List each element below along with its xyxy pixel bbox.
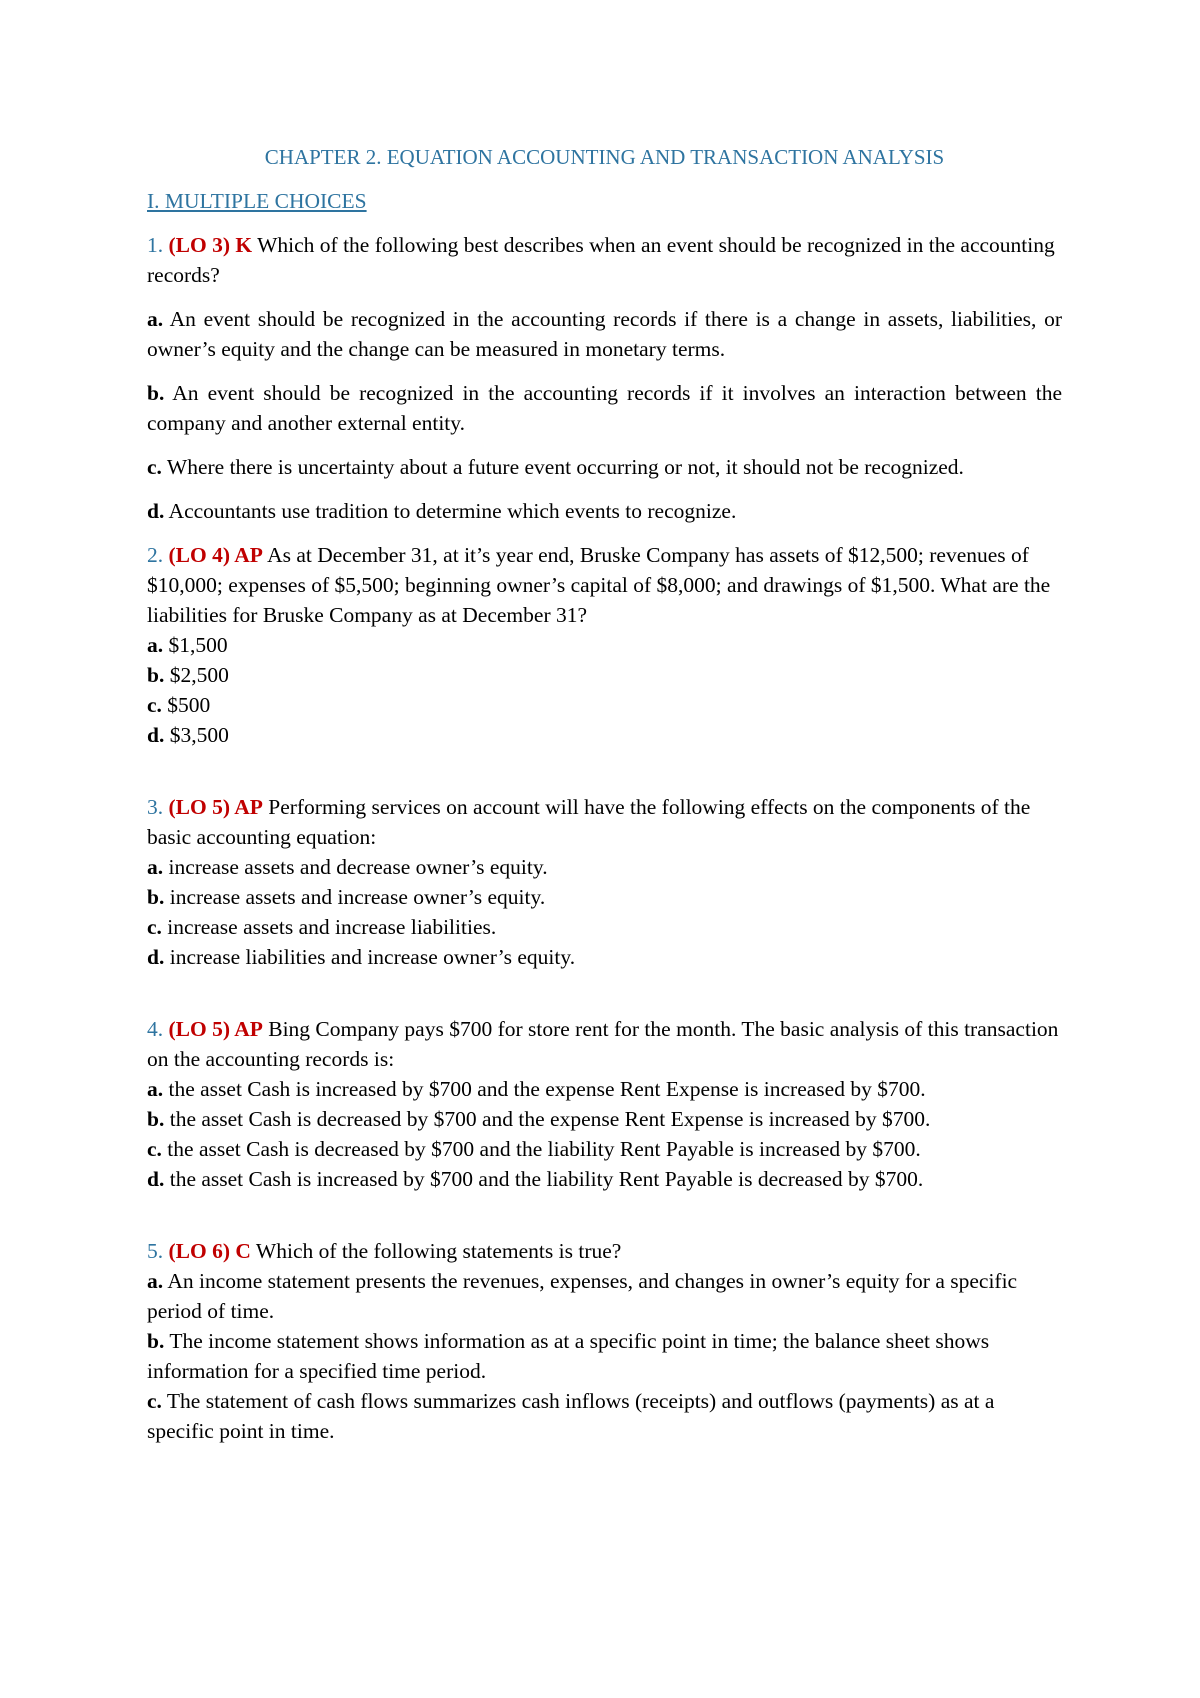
option-letter: c. [147, 693, 162, 717]
option-5a [147, 1266, 1062, 1326]
question-3 [147, 792, 1062, 852]
option-text: Where there is uncertainty about a future event occurring or not, it should not be recognized. [166, 455, 964, 479]
option-1a [147, 304, 1062, 364]
option-text: An income statement presents the revenues, expenses, and changes in owner’s equity for a specific period of time. [147, 1269, 1018, 1323]
option-text: An event should be recognized in the accounting records if it involves an interaction between the company and another external entity. [147, 381, 1062, 435]
option-text: $1,500 [168, 633, 228, 657]
option-text: $2,500 [169, 663, 229, 687]
question-number: 5. [147, 1239, 164, 1263]
question-1 [147, 230, 1062, 290]
option-text: the asset Cash is increased by $700 and the expense Rent Expense is increased by $700. [168, 1077, 926, 1101]
option-letter: b. [147, 885, 165, 909]
option-5b [147, 1326, 1062, 1386]
option-letter: d. [147, 723, 165, 747]
option-text: increase assets and decrease owner’s equity. [168, 855, 548, 879]
option-text: the asset Cash is decreased by $700 and the expense Rent Expense is increased by $700. [169, 1107, 931, 1131]
option-letter: c. [147, 1389, 162, 1413]
question-tag: (LO 4) AP [168, 543, 263, 567]
option-text: $500 [167, 693, 211, 717]
page-title: CHAPTER 2. EQUATION ACCOUNTING AND TRANSACTION ANALYSIS [264, 145, 945, 169]
option-letter: b. [147, 663, 165, 687]
option-text: The income statement shows information as at a specific point in time; the balance sheet shows information for a specified time period. [147, 1329, 990, 1383]
option-letter: a. [147, 1077, 164, 1101]
option-3b [147, 882, 1062, 912]
option-2d [147, 720, 1062, 750]
option-letter: d. [147, 1167, 165, 1191]
option-letter: a. [147, 855, 164, 879]
option-1d [147, 496, 1062, 526]
question-text: Which of the following best describes when an event should be recognized in the accounting records? [147, 233, 1055, 287]
option-4a [147, 1074, 1062, 1104]
option-letter: a. [147, 307, 164, 331]
option-2c [147, 690, 1062, 720]
question-text: As at December 31, at it’s year end, Bruske Company has assets of $12,500; revenues of $10,000; expenses of $5,500; beginning owner’s capital of $8,000; and drawings of $1,500. What are the liabilities for Bruske Company as at December 31? [147, 543, 1051, 627]
option-text: $3,500 [169, 723, 229, 747]
option-text: increase liabilities and increase owner’s equity. [169, 945, 576, 969]
option-text: Accountants use tradition to determine which events to recognize. [168, 499, 737, 523]
question-tag: (LO 6) C [168, 1239, 251, 1263]
document-page [147, 142, 1062, 1446]
question-tag: (LO 5) AP [168, 795, 263, 819]
question-number: 2. [147, 543, 164, 567]
option-text: increase assets and increase owner’s equity. [169, 885, 546, 909]
question-text: Bing Company pays $700 for store rent for the month. The basic analysis of this transaction on the accounting records is: [147, 1017, 1059, 1071]
option-5c [147, 1386, 1062, 1446]
option-letter: d. [147, 945, 165, 969]
question-number: 3. [147, 795, 164, 819]
option-letter: a. [147, 1269, 164, 1293]
option-text: increase assets and increase liabilities. [167, 915, 497, 939]
option-2b [147, 660, 1062, 690]
option-text: The statement of cash flows summarizes cash inflows (receipts) and outflows (payments) as at a specific point in time. [147, 1389, 995, 1443]
option-letter: a. [147, 633, 164, 657]
question-tag: (LO 5) AP [168, 1017, 263, 1041]
option-1c [147, 452, 1062, 482]
option-3a [147, 852, 1062, 882]
question-text: Performing services on account will have the following effects on the components of the basic accounting equation: [147, 795, 1031, 849]
question-5 [147, 1236, 1062, 1266]
option-letter: b. [147, 381, 165, 405]
option-letter: c. [147, 1137, 162, 1161]
option-text: the asset Cash is increased by $700 and the liability Rent Payable is decreased by $700. [169, 1167, 924, 1191]
section-heading: I. MULTIPLE CHOICES [147, 189, 367, 213]
option-4b [147, 1104, 1062, 1134]
question-number: 1. [147, 233, 164, 257]
option-3c [147, 912, 1062, 942]
option-letter: b. [147, 1329, 165, 1353]
option-letter: b. [147, 1107, 165, 1131]
option-text: the asset Cash is decreased by $700 and the liability Rent Payable is increased by $700. [167, 1137, 921, 1161]
question-2 [147, 540, 1062, 630]
question-tag: (LO 3) K [168, 233, 253, 257]
option-letter: c. [147, 455, 162, 479]
option-letter: c. [147, 915, 162, 939]
option-text: An event should be recognized in the accounting records if there is a change in assets, liabilities, or owner’s equity and the change can be measured in monetary terms. [147, 307, 1062, 361]
question-text: Which of the following statements is true? [255, 1239, 622, 1263]
option-2a [147, 630, 1062, 660]
option-3d [147, 942, 1062, 972]
option-4d [147, 1164, 1062, 1194]
option-4c [147, 1134, 1062, 1164]
question-4 [147, 1014, 1062, 1074]
option-1b [147, 378, 1062, 438]
option-letter: d. [147, 499, 165, 523]
question-number: 4. [147, 1017, 164, 1041]
